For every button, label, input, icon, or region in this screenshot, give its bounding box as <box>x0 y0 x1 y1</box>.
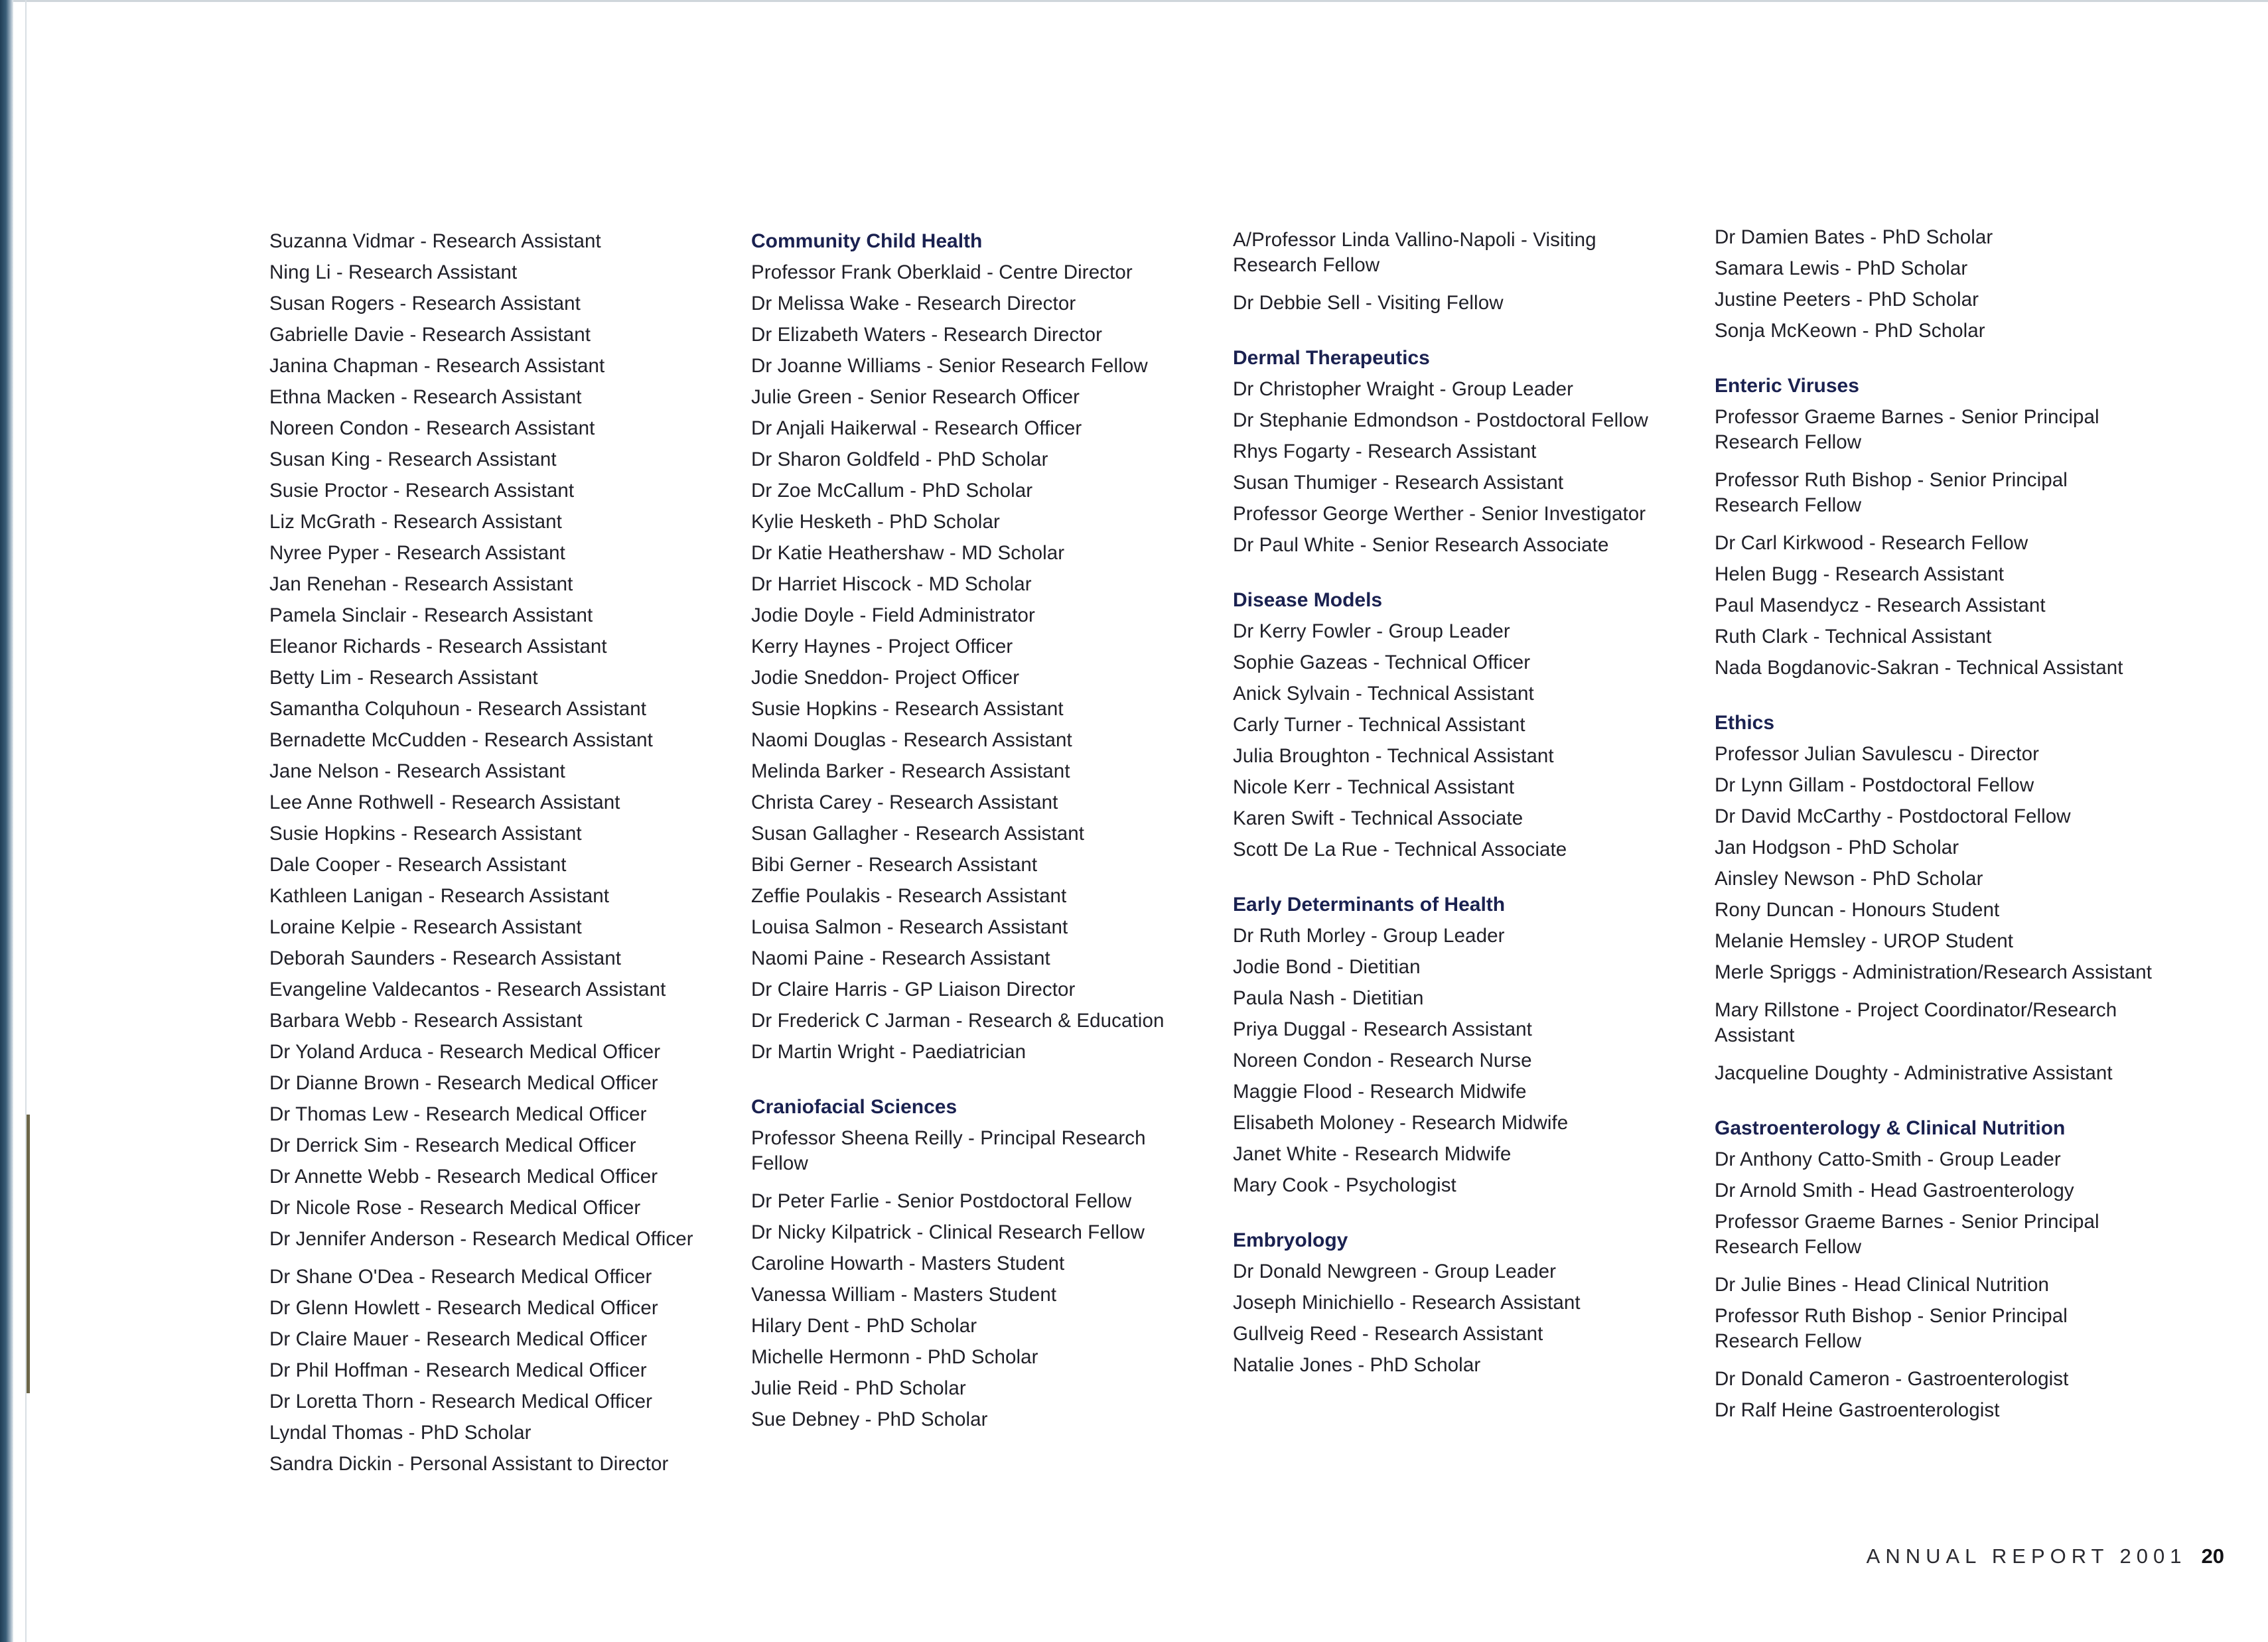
staff-entry: Professor Sheena Reilly - Principal Research Fellow <box>751 1127 1146 1174</box>
staff-entry: Sue Debney - PhD Scholar <box>751 1408 988 1430</box>
staff-entry: Samara Lewis - PhD Scholar <box>1715 257 1968 279</box>
staff-entry: Merle Spriggs - Administration/Research Assistant <box>1715 961 2153 983</box>
staff-entry: Melanie Hemsley - UROP Student <box>1715 930 2014 952</box>
staff-entry: Dr Shane O'Dea - Research Medical Officer <box>269 1266 652 1288</box>
staff-entry: Dr Joanne Williams - Senior Research Fellow <box>751 355 1148 377</box>
staff-entry: Liz McGrath - Research Assistant <box>269 511 562 533</box>
staff-entry: Carly Turner - Technical Assistant <box>1233 714 1525 736</box>
staff-entry: Dr Glenn Howlett - Research Medical Officer <box>269 1297 658 1319</box>
staff-entry: Betty Lim - Research Assistant <box>269 667 538 689</box>
staff-entry: Dr Loretta Thorn - Research Medical Officer <box>269 1391 653 1412</box>
staff-entry: Samantha Colquhoun - Research Assistant <box>269 698 647 720</box>
staff-entry: Jan Renehan - Research Assistant <box>269 573 573 595</box>
staff-entry: Jane Nelson - Research Assistant <box>269 760 565 782</box>
staff-entry: Mary Rillstone - Project Coordinator/Research Assistant <box>1715 999 2117 1046</box>
section-heading: Embryology <box>1233 1229 1348 1251</box>
staff-entry: Professor Julian Savulescu - Director <box>1715 743 2039 765</box>
staff-entry: Dr Stephanie Edmondson - Postdoctoral Fellow <box>1233 409 1648 431</box>
staff-entry: Susie Hopkins - Research Assistant <box>269 823 582 845</box>
staff-entry: Pamela Sinclair - Research Assistant <box>269 604 593 626</box>
staff-entry: Anick Sylvain - Technical Assistant <box>1233 683 1534 705</box>
staff-entry: Lyndal Thomas - PhD Scholar <box>269 1422 532 1444</box>
staff-entry: Susie Proctor - Research Assistant <box>269 480 575 502</box>
staff-entry: Professor Ruth Bishop - Senior Principal Research Fellow <box>1715 1305 2068 1352</box>
staff-entry: Dr Harriet Hiscock - MD Scholar <box>751 573 1032 595</box>
staff-section <box>1715 374 2153 681</box>
staff-entry: Sophie Gazeas - Technical Officer <box>1233 651 1531 673</box>
staff-column-4 <box>1715 225 2153 1429</box>
staff-entry: Dr Claire Harris - GP Liaison Director <box>751 979 1076 1000</box>
staff-entry: Dr Thomas Lew - Research Medical Officer <box>269 1103 647 1125</box>
staff-entry: Professor Graeme Barnes - Senior Principal Research Fellow <box>1715 406 2099 453</box>
staff-entry: Dr Peter Farlie - Senior Postdoctoral Fellow <box>751 1190 1132 1212</box>
staff-entry: Priya Duggal - Research Assistant <box>1233 1018 1532 1040</box>
staff-entry: Nada Bogdanovic-Sakran - Technical Assistant <box>1715 657 2123 679</box>
staff-section <box>1233 346 1671 558</box>
staff-entry: Noreen Condon - Research Nurse <box>1233 1050 1532 1071</box>
staff-section <box>1233 1228 1671 1378</box>
staff-entry: Dr Katie Heathershaw - MD Scholar <box>751 542 1065 564</box>
page-top-edge <box>0 0 2268 2</box>
staff-entry: Dr Derrick Sim - Research Medical Officer <box>269 1134 636 1156</box>
staff-entry: Dr Damien Bates - PhD Scholar <box>1715 226 1993 248</box>
staff-entry: Paul Masendycz - Research Assistant <box>1715 594 2046 616</box>
staff-entry: Ning Li - Research Assistant <box>269 261 518 283</box>
staff-entry: Bibi Gerner - Research Assistant <box>751 854 1038 876</box>
staff-entry: Scott De La Rue - Technical Associate <box>1233 839 1567 860</box>
staff-entry: Dr Zoe McCallum - PhD Scholar <box>751 480 1033 502</box>
staff-entry: Professor Frank Oberklaid - Centre Director <box>751 261 1133 283</box>
staff-entry: Dr Phil Hoffman - Research Medical Officer <box>269 1359 647 1381</box>
staff-entry: Caroline Howarth - Masters Student <box>751 1253 1065 1274</box>
page-footer <box>1867 1543 2224 1570</box>
staff-entry: Dr Lynn Gillam - Postdoctoral Fellow <box>1715 774 2034 796</box>
staff-entry: Dale Cooper - Research Assistant <box>269 854 567 876</box>
staff-entry: Dr Jennifer Anderson - Research Medical Officer <box>269 1228 693 1250</box>
staff-entry: Nicole Kerr - Technical Assistant <box>1233 776 1515 798</box>
staff-entry: Zeffie Poulakis - Research Assistant <box>751 885 1067 907</box>
section-heading: Dermal Therapeutics <box>1233 347 1430 369</box>
staff-entry: Janina Chapman - Research Assistant <box>269 355 605 377</box>
staff-entry: Dr Christopher Wraight - Group Leader <box>1233 378 1574 400</box>
staff-entry: Dr Anthony Catto-Smith - Group Leader <box>1715 1148 2061 1170</box>
staff-entry: Mary Cook - Psychologist <box>1233 1174 1456 1196</box>
staff-entry: Dr Arnold Smith - Head Gastroenterology <box>1715 1180 2074 1201</box>
staff-entry: Nyree Pyper - Research Assistant <box>269 542 565 564</box>
staff-entry: Dr Yoland Arduca - Research Medical Officer <box>269 1041 661 1063</box>
staff-entry: Dr Dianne Brown - Research Medical Officer <box>269 1072 658 1094</box>
staff-section <box>751 229 1189 1065</box>
staff-entry: Dr Donald Newgreen - Group Leader <box>1233 1261 1557 1282</box>
staff-entry: Loraine Kelpie - Research Assistant <box>269 916 582 938</box>
staff-entry: Jacqueline Doughty - Administrative Assistant <box>1715 1062 2113 1084</box>
staff-column-1 <box>269 229 707 1483</box>
staff-section <box>1715 225 2153 344</box>
staff-entry: Professor Graeme Barnes - Senior Principal Research Fellow <box>1715 1211 2099 1258</box>
staff-entry: Susan Thumiger - Research Assistant <box>1233 472 1564 494</box>
staff-entry: Ruth Clark - Technical Assistant <box>1715 626 1992 648</box>
staff-entry: Dr Carl Kirkwood - Research Fellow <box>1715 532 2028 554</box>
staff-entry: Vanessa William - Masters Student <box>751 1284 1057 1306</box>
staff-entry: Joseph Minichiello - Research Assistant <box>1233 1292 1581 1314</box>
staff-entry: Deborah Saunders - Research Assistant <box>269 947 622 969</box>
staff-entry: Dr Ruth Morley - Group Leader <box>1233 925 1505 947</box>
staff-entry: Evangeline Valdecantos - Research Assistant <box>269 979 666 1000</box>
staff-entry: Dr Nicky Kilpatrick - Clinical Research Fellow <box>751 1221 1145 1243</box>
staff-entry: Dr Julie Bines - Head Clinical Nutrition <box>1715 1274 2050 1296</box>
staff-entry: Dr Annette Webb - Research Medical Officer <box>269 1166 658 1188</box>
staff-entry: Natalie Jones - PhD Scholar <box>1233 1354 1481 1376</box>
staff-entry: Gullveig Reed - Research Assistant <box>1233 1323 1543 1345</box>
section-heading: Gastroenterology & Clinical Nutrition <box>1715 1117 2066 1139</box>
report-title: ANNUAL REPORT 2001 <box>1866 1544 2187 1568</box>
staff-entry: Kylie Hesketh - PhD Scholar <box>751 511 1000 533</box>
staff-entry: Sandra Dickin - Personal Assistant to Director <box>269 1453 669 1475</box>
staff-entry: Dr Frederick C Jarman - Research & Education <box>751 1010 1165 1032</box>
staff-entry: Julie Green - Senior Research Officer <box>751 386 1080 408</box>
staff-entry: Dr David McCarthy - Postdoctoral Fellow <box>1715 805 2071 827</box>
staff-entry: Susan Gallagher - Research Assistant <box>751 823 1085 845</box>
staff-entry: Dr Elizabeth Waters - Research Director <box>751 324 1103 346</box>
section-heading: Ethics <box>1715 712 1775 734</box>
staff-entry: Naomi Paine - Research Assistant <box>751 947 1050 969</box>
section-heading: Community Child Health <box>751 230 983 252</box>
staff-entry: Dr Martin Wright - Paediatrician <box>751 1041 1027 1063</box>
staff-entry: Helen Bugg - Research Assistant <box>1715 563 2004 585</box>
staff-entry: Dr Melissa Wake - Research Director <box>751 293 1076 314</box>
staff-column-3 <box>1233 228 1671 1384</box>
staff-entry: Justine Peeters - PhD Scholar <box>1715 289 1979 310</box>
staff-entry: Karen Swift - Technical Associate <box>1233 807 1524 829</box>
staff-entry: Jodie Bond - Dietitian <box>1233 956 1421 978</box>
staff-entry: Dr Donald Cameron - Gastroenterologist <box>1715 1368 2069 1390</box>
staff-entry: Eleanor Richards - Research Assistant <box>269 636 607 657</box>
staff-entry: Noreen Condon - Research Assistant <box>269 417 595 439</box>
binding-mark <box>27 1115 30 1393</box>
staff-entry: Susan Rogers - Research Assistant <box>269 293 581 314</box>
staff-entry: Dr Claire Mauer - Research Medical Officer <box>269 1328 648 1350</box>
staff-section <box>1233 588 1671 862</box>
staff-entry: Kerry Haynes - Project Officer <box>751 636 1013 657</box>
staff-entry: Dr Sharon Goldfeld - PhD Scholar <box>751 448 1048 470</box>
staff-section <box>1233 228 1671 316</box>
staff-entry: Hilary Dent - PhD Scholar <box>751 1315 977 1337</box>
staff-entry: Suzanna Vidmar - Research Assistant <box>269 230 601 252</box>
staff-entry: Melinda Barker - Research Assistant <box>751 760 1070 782</box>
staff-section <box>751 1095 1189 1432</box>
staff-entry: Ainsley Newson - PhD Scholar <box>1715 868 1983 890</box>
staff-entry: Julie Reid - PhD Scholar <box>751 1377 966 1399</box>
staff-section <box>269 229 707 1477</box>
section-heading: Enteric Viruses <box>1715 375 1859 397</box>
staff-section <box>1715 1116 2153 1423</box>
staff-entry: Bernadette McCudden - Research Assistant <box>269 729 653 751</box>
page-binding-edge <box>0 0 13 1642</box>
staff-entry: Dr Kerry Fowler - Group Leader <box>1233 620 1510 642</box>
staff-entry: Rony Duncan - Honours Student <box>1715 899 2000 921</box>
staff-entry: Louisa Salmon - Research Assistant <box>751 916 1068 938</box>
staff-entry: Dr Debbie Sell - Visiting Fellow <box>1233 292 1504 314</box>
staff-entry: Maggie Flood - Research Midwife <box>1233 1081 1527 1103</box>
staff-entry: Barbara Webb - Research Assistant <box>269 1010 583 1032</box>
staff-entry: Professor Ruth Bishop - Senior Principal Research Fellow <box>1715 469 2068 516</box>
staff-entry: Professor George Werther - Senior Investigator <box>1233 503 1646 525</box>
staff-entry: Susie Hopkins - Research Assistant <box>751 698 1064 720</box>
staff-entry: Janet White - Research Midwife <box>1233 1143 1512 1165</box>
staff-entry: Naomi Douglas - Research Assistant <box>751 729 1072 751</box>
staff-entry: Elisabeth Moloney - Research Midwife <box>1233 1112 1569 1134</box>
section-heading: Early Determinants of Health <box>1233 894 1506 916</box>
staff-entry: A/Professor Linda Vallino-Napoli - Visiting Research Fellow <box>1233 229 1596 276</box>
staff-entry: Dr Nicole Rose - Research Medical Officer <box>269 1197 641 1219</box>
staff-entry: Dr Ralf Heine Gastroenterologist <box>1715 1399 2000 1421</box>
section-heading: Craniofacial Sciences <box>751 1096 957 1118</box>
staff-entry: Michelle Hermonn - PhD Scholar <box>751 1346 1038 1368</box>
staff-entry: Rhys Fogarty - Research Assistant <box>1233 441 1537 462</box>
staff-entry: Dr Paul White - Senior Research Associate <box>1233 534 1609 556</box>
staff-section <box>1715 711 2153 1086</box>
staff-entry: Ethna Macken - Research Assistant <box>269 386 582 408</box>
staff-entry: Kathleen Lanigan - Research Assistant <box>269 885 610 907</box>
staff-entry: Christa Carey - Research Assistant <box>751 791 1058 813</box>
staff-entry: Lee Anne Rothwell - Research Assistant <box>269 791 620 813</box>
staff-entry: Sonja McKeown - PhD Scholar <box>1715 320 1985 342</box>
staff-entry: Jodie Doyle - Field Administrator <box>751 604 1035 626</box>
staff-entry: Gabrielle Davie - Research Assistant <box>269 324 591 346</box>
staff-section <box>1233 892 1671 1198</box>
staff-entry: Jan Hodgson - PhD Scholar <box>1715 837 1959 858</box>
staff-entry: Dr Anjali Haikerwal - Research Officer <box>751 417 1082 439</box>
staff-entry: Jodie Sneddon- Project Officer <box>751 667 1020 689</box>
staff-entry: Paula Nash - Dietitian <box>1233 987 1424 1009</box>
staff-column-2 <box>751 229 1189 1438</box>
staff-entry: Susan King - Research Assistant <box>269 448 557 470</box>
staff-entry: Julia Broughton - Technical Assistant <box>1233 745 1554 767</box>
section-heading: Disease Models <box>1233 589 1383 611</box>
page-number: 20 <box>2201 1544 2224 1568</box>
